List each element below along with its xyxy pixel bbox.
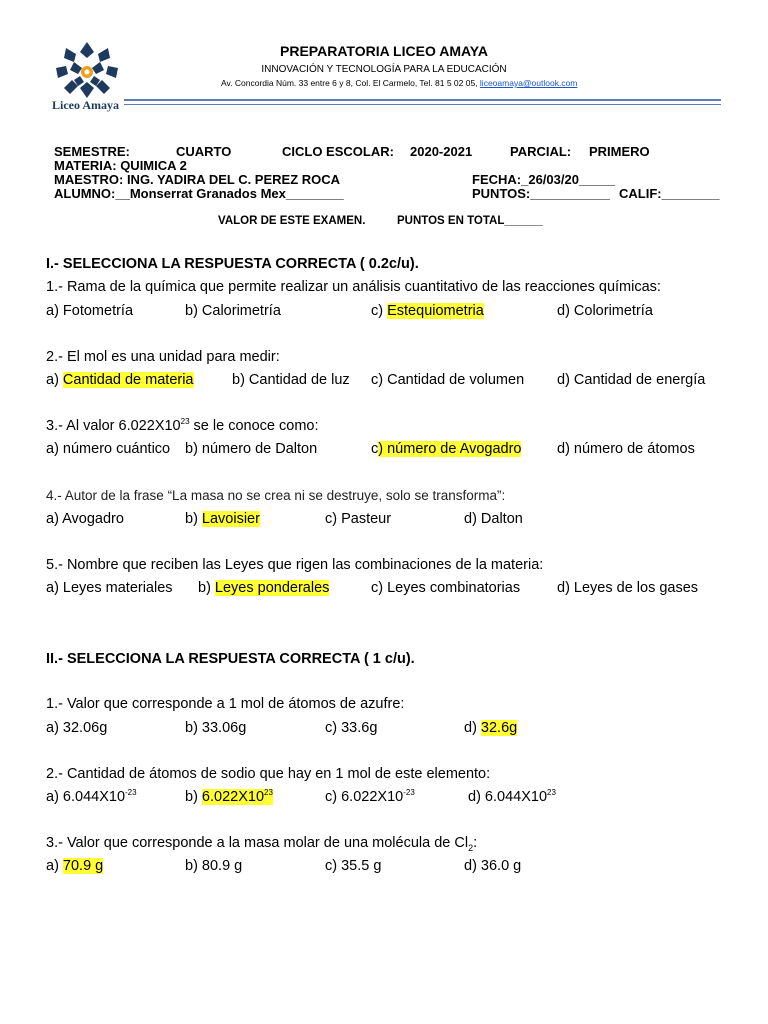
school-address-line (221, 78, 577, 88)
s2-q3-text: 3.- Valor que corresponde a la masa molar de una molécula de $Cl_2$: (46, 835, 478, 853)
s2-q3-option-c: c) 35.5 g (325, 858, 382, 874)
s1-q2-option-c: c) Cantidad de volumen (371, 372, 525, 388)
s1-q5-option-c: c) Leyes combinatorias (371, 580, 521, 596)
materia: MATERIA: QUIMICA 2 (54, 158, 187, 173)
s2-q1-text: 1.- Valor que corresponde a 1 mol de átomos de azufre: (46, 696, 405, 712)
s1-q2-option-a: a) Cantidad de materia (46, 372, 194, 388)
s1-q5-option-a: a) Leyes materiales (46, 580, 173, 596)
highlighted-answer: ) número de Avogadro (378, 441, 522, 457)
highlighted-answer: Leyes ponderales (214, 580, 330, 596)
section2-title: II.- SELECCIONA LA RESPUESTA CORRECTA ( 1 c/u). (46, 651, 415, 667)
s1-q1-option-d: d) Colorimetría (557, 303, 653, 319)
s2-q3-option-b: b) 80.9 g (185, 858, 243, 874)
s2-q3-option-a: a) 70.9 g (46, 858, 104, 874)
s2-q3-option-d: d) 36.0 g (464, 858, 522, 874)
s1-q5-option-d: d) Leyes de los gases (557, 580, 699, 596)
s1-q4-option-a: a) Avogadro (46, 511, 124, 527)
s2-q1-option-c: c) 33.6g (325, 720, 378, 736)
school-email-link[interactable]: liceoamaya@outlook.com (479, 78, 578, 88)
highlighted-answer: $6.022X10^{23}$ (201, 788, 273, 805)
highlighted-answer: 70.9 g (62, 858, 104, 874)
s1-q4-option-b: b) Lavoisier (185, 511, 260, 527)
section1-title: I.- SELECCIONA LA RESPUESTA CORRECTA ( 0.2c/u). (46, 256, 419, 272)
valor-examen: VALOR DE ESTE EXAMEN. (218, 215, 366, 227)
s1-q2-option-d: d) Cantidad de energía (557, 372, 706, 388)
ciclo-label: CICLO ESCOLAR: (282, 144, 394, 159)
s1-q3-option-d: d) número de átomos (557, 441, 695, 457)
maestro: MAESTRO: ING. YADIRA DEL C. PEREZ ROCA (54, 172, 341, 187)
parcial-value: PRIMERO (589, 144, 650, 159)
s1-q5-text: 5.- Nombre que reciben las Leyes que rigen las combinaciones de la materia: (46, 557, 544, 573)
s1-q1-option-a: a) Fotometría (46, 303, 134, 319)
s1-q4-option-c: c) Pasteur (325, 511, 392, 527)
highlighted-answer: Estequiometria (387, 303, 484, 319)
semestre-label: SEMESTRE: (54, 144, 130, 159)
s1-q2-option-b: b) Cantidad de luz (232, 372, 350, 388)
s2-q1-option-d: d) 32.6g (464, 720, 518, 736)
calif: CALIF:________ (619, 186, 720, 201)
header-divider-thin (124, 104, 721, 105)
highlighted-answer: Cantidad de materia (62, 372, 194, 388)
s1-q4-option-d: d) Dalton (464, 511, 523, 527)
s1-q3-option-c: c) número de Avogadro (371, 441, 522, 457)
s1-q2-text: 2.- El mol es una unidad para medir: (46, 349, 280, 365)
ciclo-value: 2020-2021 (410, 144, 473, 159)
parcial-label: PARCIAL: (510, 144, 572, 159)
s2-q1-option-a: a) 32.06g (46, 720, 108, 736)
s1-q1-option-c: c) Estequiometria (371, 303, 484, 319)
puntos-total: PUNTOS EN TOTAL______ (397, 215, 543, 227)
highlighted-answer: 32.6g (480, 720, 518, 736)
logo-text: Liceo Amaya (52, 98, 119, 112)
s1-q4-text: 4.- Autor de la frase “La masa no se crea ni se destruye, solo se transforma”: (46, 488, 506, 503)
s1-q1-option-b: b) Calorimetría (185, 303, 281, 319)
highlighted-answer: Lavoisier (201, 511, 260, 527)
s2-q2-option-c: c) $6.022X10^{-23}$ (325, 788, 415, 805)
s1-q3-text: 3.- Al valor $6.022X10^{23}$ se le conoce como: (46, 417, 319, 434)
s1-q5-option-b: b) Leyes ponderales (198, 580, 330, 596)
s1-q3-option-a: a) número cuántico (46, 441, 171, 457)
s2-q2-option-d: d) $6.044X10^{23}$ (468, 788, 556, 805)
puntos: PUNTOS:___________ (472, 186, 610, 201)
s2-q2-text: 2.- Cantidad de átomos de sodio que hay en 1 mol de este elemento: (46, 766, 491, 782)
semestre-value: CUARTO (176, 144, 232, 159)
school-motto: INNOVACIÓN Y TECNOLOGÍA PARA LA EDUCACIÓN (261, 64, 507, 75)
s1-q1-text: 1.- Rama de la química que permite realizar un análisis cuantitativo de las reacciones químicas: (46, 279, 661, 295)
s2-q2-option-b: b) $6.022X10^{23}$ (185, 788, 273, 805)
s1-q3-option-b: b) número de Dalton (185, 441, 318, 457)
fecha: FECHA:_26/03/20_____ (472, 172, 616, 187)
alumno: ALUMNO:__Monserrat Granados Mex________ (54, 186, 344, 201)
s2-q2-option-a: a) $6.044X10^{-23}$ (46, 788, 137, 805)
s2-q1-option-b: b) 33.06g (185, 720, 247, 736)
header-divider (124, 99, 721, 101)
school-address: Av. Concordia Núm. 33 entre 6 y 8, Col. El Carmelo, Tel. 81 5 02 05, (221, 78, 480, 88)
school-name: PREPARATORIA LICEO AMAYA (280, 43, 488, 59)
